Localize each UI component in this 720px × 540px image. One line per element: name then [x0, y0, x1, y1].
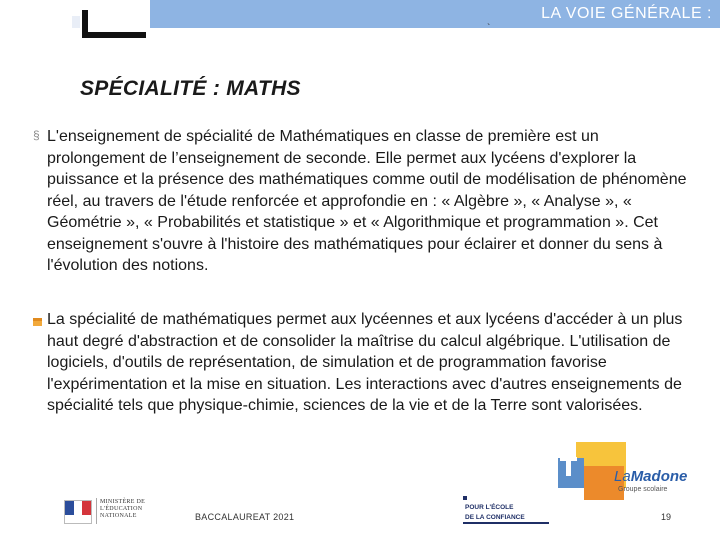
cross-icon [566, 450, 571, 476]
header-tick-mark: ` [487, 23, 491, 34]
bracket-decoration [82, 10, 146, 38]
ministry-logo-text: MINISTÈRE DE L'ÉDUCATION NATIONALE [100, 499, 146, 519]
bullet-square-icon: § [33, 128, 40, 142]
ministry-logo [64, 496, 164, 526]
paragraph-1: L'enseignement de spécialité de Mathématiques en classe de première est un prolongement de l’enseignement de seconde. Elle permet aux lycéens d'explorer la puissance et la présence des mathématiques comme outil de modélisation de phénomène réel, au travers de l'étude renforcée et approfondie en : « Algèbre », « Analyse », « Géométrie », « Probabilités et statistique » et « Algorithmique et programmation ». Cet enseignement s'ouvre à l'histoire des mathématiques pour éclairer et donner du sens à l'évolution des notions. [47, 128, 687, 274]
bullet-orange-icon [33, 318, 42, 326]
corner-decoration [72, 16, 80, 28]
footer-label: BACCALAUREAT 2021 [195, 512, 295, 522]
ecole-logo-line1: POUR L'ÉCOLE [465, 504, 514, 511]
la-madone-wordmark: LaMadone [614, 468, 688, 485]
ecole-logo-line2: DE LA CONFIANCE [465, 514, 525, 521]
paragraph-2: La spécialité de mathématiques permet aux lycéennes et aux lycéens d'accéder à un plus haut degré d'abstraction et de consolider la maîtrise du calcul algébrique. L'utilisation de logiciels, d'outils de représentation, de simulation et de programmation favorise l'expérimentation et la mise en situation. Les interactions avec d'autres enseignements de spécialité tels que physique-chimie, sciences de la vie et de la Terre sont valorisées. [47, 311, 683, 414]
page-number: 19 [661, 512, 672, 522]
marianne-flag-icon [64, 500, 92, 524]
header-title: LA VOIE GÉNÉRALE : [541, 5, 712, 22]
ecole-confiance-logo [463, 496, 553, 524]
section-title: SPÉCIALITÉ : MATHS [80, 77, 301, 100]
la-madone-logo [558, 440, 698, 510]
la-madone-subtitle: Groupe scolaire [618, 486, 668, 493]
